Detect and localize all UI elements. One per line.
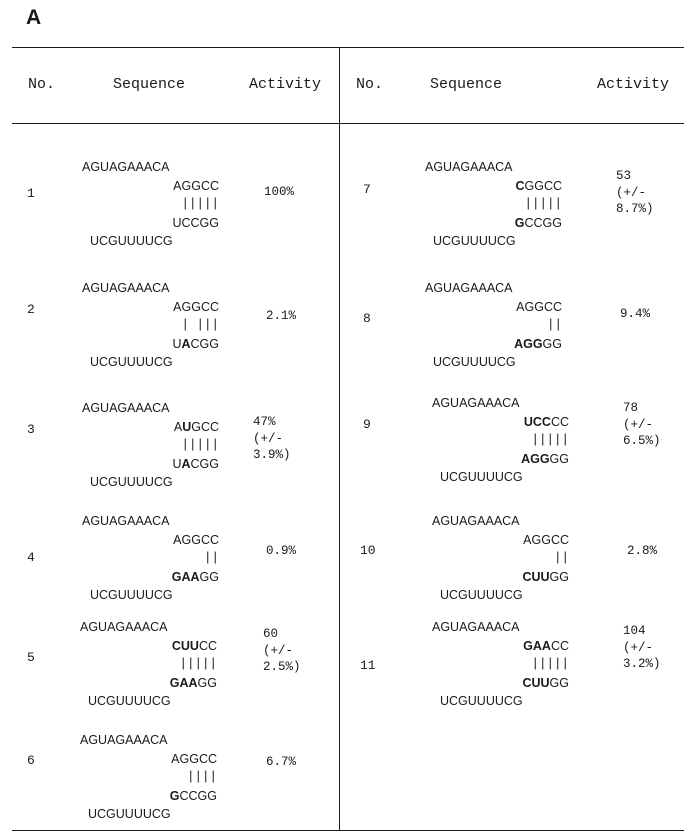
sequence-upper-stem: AGGCC bbox=[516, 299, 562, 314]
header-activity-right: Activity bbox=[597, 76, 670, 93]
base-pair-bars: | ||| bbox=[181, 318, 219, 332]
base-pair-bars: ||||| bbox=[181, 438, 219, 452]
sequence-bottom-strand: UCGUUUUCG bbox=[90, 475, 173, 489]
sequence-lower-stem: GCCGG bbox=[169, 788, 217, 803]
sequence-lower-stem: CUUGG bbox=[522, 675, 569, 690]
sequence-upper-stem: AGGCC bbox=[523, 532, 569, 547]
sequence-diagram bbox=[82, 512, 219, 605]
sequence-top-strand: AGUAGAAACA bbox=[425, 281, 513, 295]
sequence-top-strand: AGUAGAAACA bbox=[432, 620, 520, 634]
table-bottom-rule bbox=[12, 830, 684, 831]
sequence-bottom-strand: UCGUUUUCG bbox=[90, 234, 173, 248]
sequence-bottom-strand: UCGUUUUCG bbox=[90, 355, 173, 369]
activity-value: 100% bbox=[264, 185, 295, 199]
sequence-top-strand: AGUAGAAACA bbox=[82, 401, 170, 415]
sequence-lower-stem: GAAGG bbox=[171, 569, 219, 584]
sequence-top-strand: AGUAGAAACA bbox=[432, 396, 520, 410]
sequence-bottom-strand: UCGUUUUCG bbox=[88, 807, 171, 821]
sequence-bottom-strand: UCGUUUUCG bbox=[433, 355, 516, 369]
base-pair-bars: ||||| bbox=[531, 657, 569, 671]
entry-number: 2 bbox=[27, 302, 35, 317]
base-pair-bars: || bbox=[203, 551, 219, 565]
sequence-lower-stem: AGGGG bbox=[521, 451, 569, 466]
header-no-right: No. bbox=[356, 76, 384, 93]
entry-number: 3 bbox=[27, 422, 35, 437]
sequence-diagram bbox=[425, 158, 562, 251]
sequence-lower-stem: GCCGG bbox=[514, 215, 562, 230]
entry-number: 7 bbox=[363, 182, 371, 197]
activity-value: 2.1% bbox=[266, 309, 297, 323]
activity-value: 60 (+/- 2.5%) bbox=[263, 627, 301, 674]
header-sequence-right: Sequence bbox=[430, 76, 503, 93]
entry-number: 11 bbox=[360, 658, 376, 673]
sequence-upper-stem: AGGCC bbox=[171, 751, 217, 766]
sequence-top-strand: AGUAGAAACA bbox=[425, 160, 513, 174]
sequence-upper-stem: GAACC bbox=[523, 638, 569, 653]
header-sequence-left: Sequence bbox=[113, 76, 186, 93]
sequence-bottom-strand: UCGUUUUCG bbox=[433, 234, 516, 248]
activity-value: 47% (+/- 3.9%) bbox=[253, 415, 291, 462]
sequence-lower-stem: UACGG bbox=[172, 456, 219, 471]
sequence-top-strand: AGUAGAAACA bbox=[80, 620, 168, 634]
sequence-upper-stem: CGGCC bbox=[515, 178, 562, 193]
sequence-upper-stem: UCCCC bbox=[523, 414, 569, 429]
base-pair-bars: || bbox=[546, 318, 562, 332]
sequence-bottom-strand: UCGUUUUCG bbox=[440, 588, 523, 602]
sequence-diagram bbox=[82, 158, 219, 251]
sequence-upper-stem: AGGCC bbox=[173, 299, 219, 314]
entry-number: 4 bbox=[27, 550, 35, 565]
panel-label: A bbox=[26, 6, 42, 29]
sequence-upper-stem: AUGCC bbox=[173, 419, 219, 434]
sequence-diagram bbox=[432, 394, 569, 487]
base-pair-bars: ||||| bbox=[531, 433, 569, 447]
sequence-diagram bbox=[82, 399, 219, 492]
sequence-lower-stem: AGGGG bbox=[514, 336, 562, 351]
sequence-diagram bbox=[432, 512, 569, 605]
sequence-lower-stem: UCCGG bbox=[172, 215, 219, 230]
activity-value: 0.9% bbox=[266, 544, 297, 558]
sequence-diagram bbox=[425, 279, 562, 372]
entry-number: 9 bbox=[363, 417, 371, 432]
sequence-lower-stem: CUUGG bbox=[522, 569, 569, 584]
sequence-top-strand: AGUAGAAACA bbox=[432, 514, 520, 528]
entry-number: 5 bbox=[27, 650, 35, 665]
entry-number: 10 bbox=[360, 543, 376, 558]
sequence-diagram bbox=[80, 731, 217, 824]
base-pair-bars: ||||| bbox=[179, 657, 217, 671]
sequence-diagram bbox=[432, 618, 569, 711]
entry-number: 1 bbox=[27, 186, 35, 201]
base-pair-bars: || bbox=[553, 551, 569, 565]
sequence-bottom-strand: UCGUUUUCG bbox=[90, 588, 173, 602]
sequence-upper-stem: AGGCC bbox=[173, 532, 219, 547]
sequence-diagram bbox=[80, 618, 217, 711]
entry-number: 6 bbox=[27, 753, 35, 768]
activity-value: 6.7% bbox=[266, 755, 297, 769]
activity-value: 78 (+/- 6.5%) bbox=[623, 401, 661, 448]
header-no-left: No. bbox=[28, 76, 56, 93]
header-rule bbox=[12, 123, 684, 124]
sequence-upper-stem: CUUCC bbox=[171, 638, 217, 653]
sequence-top-strand: AGUAGAAACA bbox=[80, 733, 168, 747]
sequence-lower-stem: UACGG bbox=[172, 336, 219, 351]
activity-value: 104 (+/- 3.2%) bbox=[623, 624, 661, 671]
activity-value: 9.4% bbox=[620, 307, 651, 321]
sequence-lower-stem: GAAGG bbox=[169, 675, 217, 690]
sequence-top-strand: AGUAGAAACA bbox=[82, 281, 170, 295]
sequence-top-strand: AGUAGAAACA bbox=[82, 160, 170, 174]
sequence-bottom-strand: UCGUUUUCG bbox=[440, 470, 523, 484]
sequence-bottom-strand: UCGUUUUCG bbox=[88, 694, 171, 708]
activity-value: 2.8% bbox=[627, 544, 658, 558]
sequence-diagram bbox=[82, 279, 219, 372]
header-activity-left: Activity bbox=[249, 76, 322, 93]
table-top-rule bbox=[12, 47, 684, 48]
base-pair-bars: ||||| bbox=[181, 197, 219, 211]
entry-number: 8 bbox=[363, 311, 371, 326]
activity-value: 53 (+/- 8.7%) bbox=[616, 169, 654, 216]
sequence-upper-stem: AGGCC bbox=[173, 178, 219, 193]
base-pair-bars: ||||| bbox=[524, 197, 562, 211]
column-divider bbox=[339, 47, 340, 830]
sequence-bottom-strand: UCGUUUUCG bbox=[440, 694, 523, 708]
base-pair-bars: |||| bbox=[186, 770, 217, 784]
sequence-top-strand: AGUAGAAACA bbox=[82, 514, 170, 528]
